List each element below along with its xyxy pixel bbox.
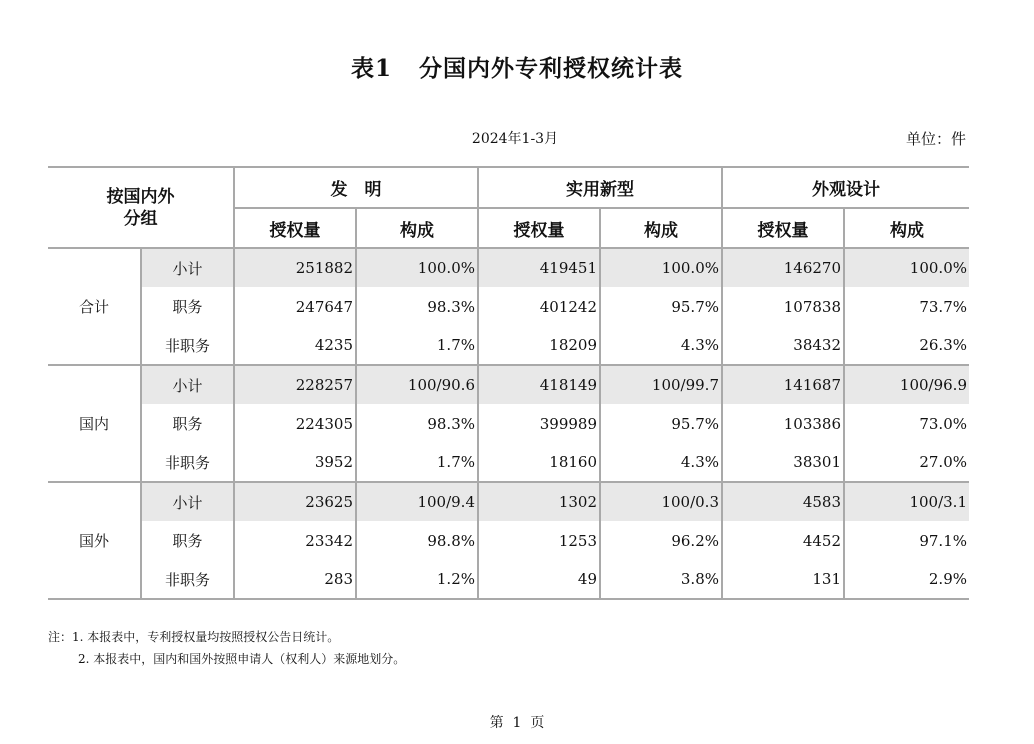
cell: 4452 — [722, 521, 844, 560]
cell: 49 — [478, 560, 600, 599]
cell: 100/9.4 — [356, 482, 478, 521]
cell: 419451 — [478, 248, 600, 287]
table-row — [48, 287, 969, 326]
cell: 141687 — [722, 365, 844, 404]
row-label: 职务 — [141, 404, 234, 443]
cell: 1.7% — [356, 443, 478, 482]
cell: 97.1% — [844, 521, 969, 560]
sub-header: 构成 — [356, 208, 478, 248]
table-row — [48, 248, 969, 287]
group-header-line2: 分组 — [123, 208, 158, 229]
cell: 18209 — [478, 326, 600, 365]
cell: 23625 — [234, 482, 356, 521]
table-row — [48, 521, 969, 560]
cell: 3952 — [234, 443, 356, 482]
cell: 38301 — [722, 443, 844, 482]
cell: 107838 — [722, 287, 844, 326]
cell: 103386 — [722, 404, 844, 443]
cell: 100/3.1 — [844, 482, 969, 521]
cell: 4.3% — [600, 326, 722, 365]
cell: 96.2% — [600, 521, 722, 560]
row-label: 职务 — [141, 287, 234, 326]
sub-header: 授权量 — [478, 208, 600, 248]
category-header-design: 外观设计 — [722, 167, 969, 208]
cell: 1302 — [478, 482, 600, 521]
sub-header: 构成 — [600, 208, 722, 248]
group-name: 国外 — [48, 482, 141, 599]
group-name: 合计 — [48, 248, 141, 365]
cell: 100.0% — [600, 248, 722, 287]
cell: 418149 — [478, 365, 600, 404]
table-title: 表1 分国内外专利授权统计表 — [350, 55, 684, 82]
cell: 251882 — [234, 248, 356, 287]
cell: 18160 — [478, 443, 600, 482]
cell: 73.0% — [844, 404, 969, 443]
cell: 399989 — [478, 404, 600, 443]
cell: 3.8% — [600, 560, 722, 599]
cell: 100.0% — [844, 248, 969, 287]
row-label: 小计 — [141, 248, 234, 287]
cell: 26.3% — [844, 326, 969, 365]
row-label: 职务 — [141, 521, 234, 560]
cell: 131 — [722, 560, 844, 599]
category-header-invention: 发 明 — [234, 167, 478, 208]
note-item: 2. 本报表中，国内和国外按照申请人（权利人）来源地划分。 — [78, 652, 406, 666]
cell: 98.8% — [356, 521, 478, 560]
table-row — [48, 365, 969, 404]
cell: 100/0.3 — [600, 482, 722, 521]
cell: 4583 — [722, 482, 844, 521]
cell: 146270 — [722, 248, 844, 287]
cell: 1.2% — [356, 560, 478, 599]
cell: 283 — [234, 560, 356, 599]
sub-header: 授权量 — [234, 208, 356, 248]
table-notes — [48, 626, 405, 670]
table-row — [48, 560, 969, 599]
cell: 38432 — [722, 326, 844, 365]
table-row — [48, 404, 969, 443]
cell: 27.0% — [844, 443, 969, 482]
cell: 2.9% — [844, 560, 969, 599]
row-label: 非职务 — [141, 326, 234, 365]
table-row — [48, 482, 969, 521]
cell: 100/99.7 — [600, 365, 722, 404]
cell: 100/90.6 — [356, 365, 478, 404]
unit-label: 单位：件 — [905, 130, 966, 148]
cell: 4235 — [234, 326, 356, 365]
cell: 1.7% — [356, 326, 478, 365]
cell: 224305 — [234, 404, 356, 443]
cell: 73.7% — [844, 287, 969, 326]
row-label: 非职务 — [141, 560, 234, 599]
group-header — [48, 167, 234, 248]
cell: 401242 — [478, 287, 600, 326]
cell: 228257 — [234, 365, 356, 404]
row-label: 非职务 — [141, 443, 234, 482]
cell: 100.0% — [356, 248, 478, 287]
cell: 1253 — [478, 521, 600, 560]
period-label: 2024年1-3月 — [471, 131, 559, 147]
cell: 23342 — [234, 521, 356, 560]
category-header-utility-model: 实用新型 — [478, 167, 722, 208]
sub-header: 构成 — [844, 208, 969, 248]
sub-header: 授权量 — [722, 208, 844, 248]
cell: 95.7% — [600, 404, 722, 443]
row-label: 小计 — [141, 365, 234, 404]
table-row — [48, 443, 969, 482]
group-name: 国内 — [48, 365, 141, 482]
patent-grant-table — [48, 166, 969, 600]
cell: 100/96.9 — [844, 365, 969, 404]
cell: 4.3% — [600, 443, 722, 482]
table-row — [48, 326, 969, 365]
group-header-line1: 按国内外 — [106, 186, 175, 207]
note-item: 注：1. 本报表中，专利授权量均按照授权公告日统计。 — [48, 630, 340, 644]
cell: 98.3% — [356, 287, 478, 326]
cell: 95.7% — [600, 287, 722, 326]
page-number: 第 1 页 — [489, 715, 545, 731]
row-label: 小计 — [141, 482, 234, 521]
cell: 98.3% — [356, 404, 478, 443]
cell: 247647 — [234, 287, 356, 326]
